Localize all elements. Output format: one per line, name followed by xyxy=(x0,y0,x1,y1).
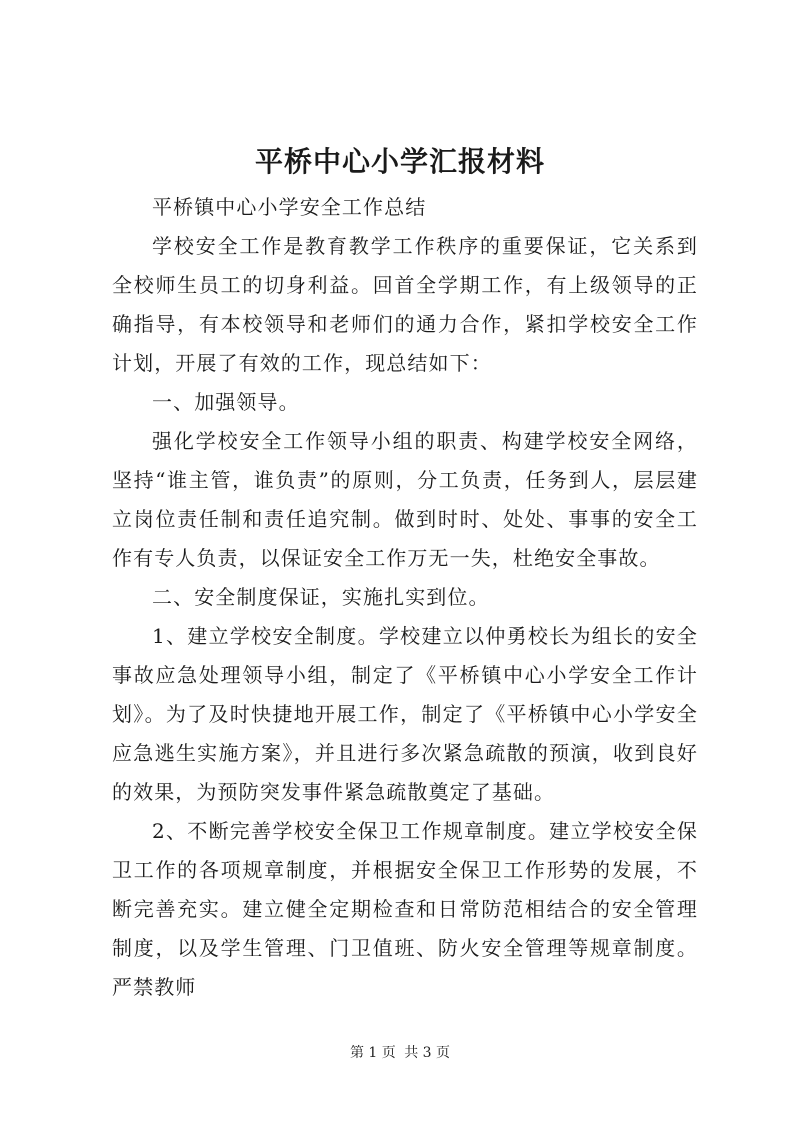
paragraph-subtitle: 平桥镇中心小学安全工作总结 xyxy=(152,195,427,219)
document-title: 平桥中心小学汇报材料 xyxy=(254,145,545,178)
page-total: 共 3 页 xyxy=(404,1045,451,1061)
document-body xyxy=(112,188,698,1007)
page-footer xyxy=(0,1043,800,1063)
paragraph-item-1: 1、建立学校安全制度。学校建立以仲勇校长为组长的安全事故应急处理领导小组，制定了《平桥镇中心小学安全工作计划》。为了及时快捷地开展工作，制定了《平桥镇中心小学安全应急逃生实施方案》，并且进行多次紧急疏散的预演，收到良好的效果，为预防突发事件紧急疏散奠定了基础。 xyxy=(112,624,698,804)
paragraph-section-1: 强化学校安全工作领导小组的职责、构建学校安全网络，坚持“谁主管，谁负责”的原则，分工负责，任务到人，层层建立岗位责任制和责任追究制。做到时时、处处、事事的安全工作有专人负责，以保证安全工作万无一失，杜绝安全事故。 xyxy=(112,429,698,570)
paragraph-item-2: 2、不断完善学校安全保卫工作规章制度。建立学校安全保卫工作的各项规章制度，并根据安全保卫工作形势的发展，不断完善充实。建立健全定期检查和日常防范相结合的安全管理制度，以及学生管理、门卫值班、防火安全管理等规章制度。严禁教师 xyxy=(112,819,698,999)
section-heading-2: 二、安全制度保证，实施扎实到位。 xyxy=(152,585,490,609)
page-number: 第 1 页 xyxy=(349,1045,396,1061)
paragraph-intro: 学校安全工作是教育教学工作秩序的重要保证，它关系到全校师生员工的切身利益。回首全学期工作，有上级领导的正确指导，有本校领导和老师们的通力合作，紧扣学校安全工作计划，开展了有效的工作，现总结如下： xyxy=(112,234,698,375)
section-heading-1: 一、加强领导。 xyxy=(152,390,300,414)
